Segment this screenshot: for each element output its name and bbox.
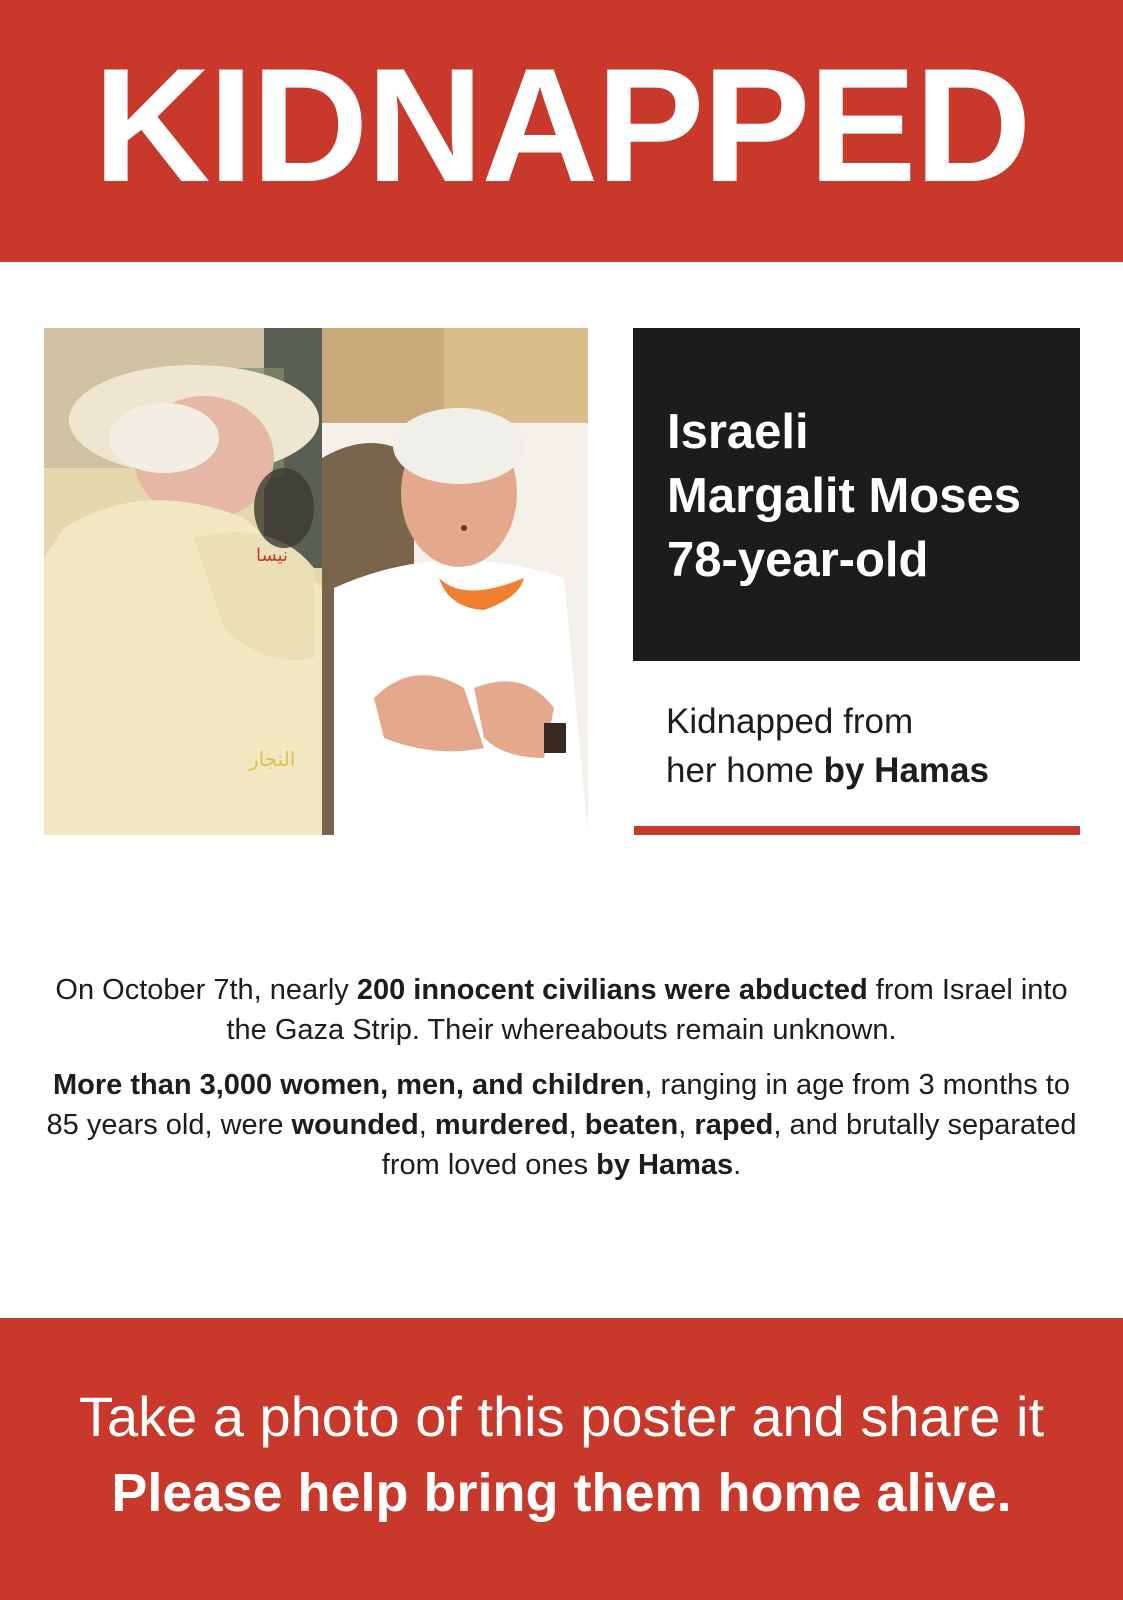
header-banner bbox=[0, 0, 1123, 262]
footer-banner bbox=[0, 1318, 1123, 1600]
share-call-to-action: Take a photo of this poster and share it bbox=[78, 1385, 1045, 1448]
kidnapped-from-line2 bbox=[666, 746, 989, 795]
description-paragraph-2: More than 3,000 women, men, and children, ranging in age from 3 months to 85 years old, were wounded, murdered, beaten, raped, and brutally separated from loved ones by Hamas. bbox=[46, 1069, 1077, 1181]
description bbox=[40, 970, 1083, 1200]
hostage-photo bbox=[44, 328, 588, 835]
person-age: 78-year-old bbox=[667, 533, 929, 587]
poster-title: KIDNAPPED bbox=[93, 35, 1030, 216]
description-paragraph-1: On October 7th, nearly 200 innocent civilians were abducted from Israel into the Gaza Strip. Their whereabouts remain unknown. bbox=[55, 974, 1068, 1046]
photo-text-fragment: نيسا bbox=[256, 545, 288, 566]
photo-caption-overlay: النجار bbox=[249, 747, 296, 771]
bring-home-call-to-action: Please help bring them home alive. bbox=[111, 1463, 1012, 1523]
person-info-box bbox=[633, 328, 1080, 661]
kidnapped-from-text bbox=[666, 697, 989, 795]
person-name: Margalit Moses bbox=[667, 469, 1021, 523]
person-nationality: Israeli bbox=[667, 405, 809, 459]
kidnapped-from-bold: by Hamas bbox=[823, 751, 989, 790]
kidnapped-from-prefix: her home bbox=[666, 751, 824, 790]
kidnapped-from-line1: Kidnapped from bbox=[666, 702, 914, 741]
divider-rule bbox=[634, 826, 1080, 835]
